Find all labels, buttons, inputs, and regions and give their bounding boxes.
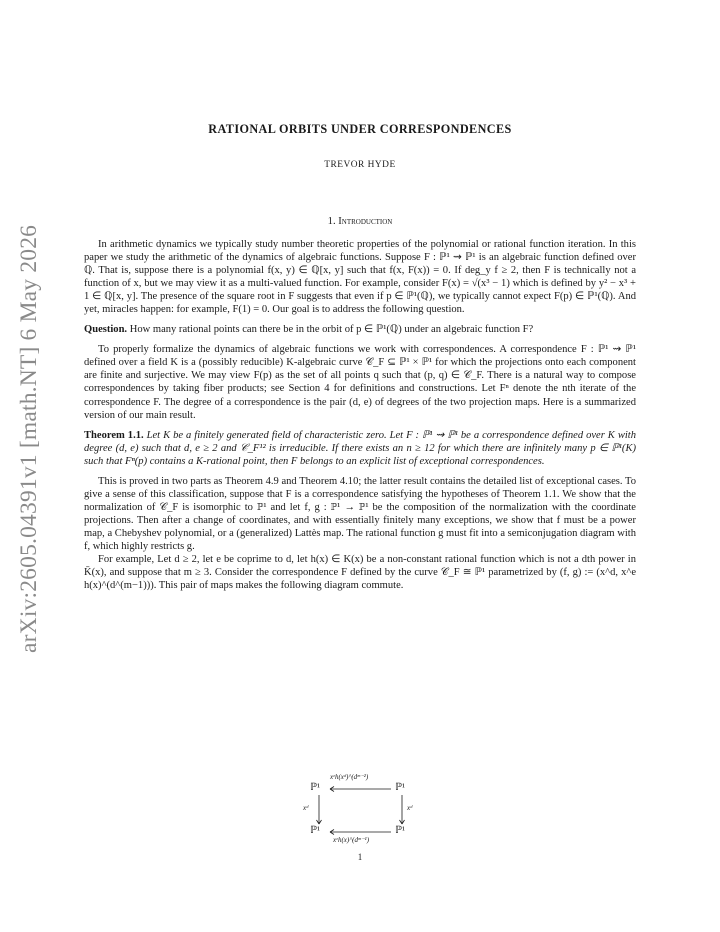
diagram-bottom-right: ℙ¹ [395,825,406,836]
section-title: Introduction [338,216,393,227]
theorem-label: Theorem 1.1. [84,429,144,441]
theorem-block [84,429,636,468]
paragraph-proof: This is proved in two parts as Theorem 4.9 and Theorem 4.10; the latter result contains the detailed list of exceptional cases. To give a sense of this classification, suppose that F is a correspondence satisfying the hypotheses of Theorem 1.1. We show that the normalization of 𝒞_F is isomorphic to ℙ¹ and let f, g : ℙ¹ → ℙ¹ be the composition of the normalization with the coordinate projections. Then after a change of coordinates, and with essentially finitely many exceptions, we show that f must be a power map, a Chebyshev polynomial, or a (generalized) Lattès map. The rational function g must fit into a semiconjugation diagram with f, which highly restricts g. [84,475,636,552]
commutative-diagram [300,773,420,846]
question-block [84,323,636,336]
paragraph-intro: In arithmetic dynamics we typically study number theoretic properties of the polynomial or rational function iteration. In this paper we study the arithmetic of the dynamics of algebraic functions. Suppose F : ℙ¹ ⇝ ℙ¹ is an algebraic function defined over ℚ. That is, suppose there is a polynomial f(x, y) ∈ ℚ[x, y] such that f(x, F(x)) = 0. If deg_y f ≥ 2, then F is technically not a function of x, but we may view it as a multi-valued function. For example, consider F(x) = √(x³ − 1) which is defined by y² − x³ + 1 ∈ ℚ[x, y]. The presence of the square root in F suggests that even if p ∈ ℙ¹(ℚ), we typically cannot expect F(p) ∈ ℙ¹(ℚ). And yet, miracles happen: for example, F(1) = 0. Our goal is to address the following question. [84,239,636,316]
page-number: 1 [357,852,363,862]
question-label: Question. [84,324,128,336]
paper-body [84,238,636,592]
diagram-left-label: xᵈ [303,804,309,812]
arxiv-identifier: arXiv:2605.04391v1 [math.NT] 6 May 2026 [16,224,42,653]
section-number: 1. [327,216,336,227]
paper-author: TREVOR HYDE [324,160,396,170]
diagram-top-left: ℙ¹ [310,782,321,793]
diagram-top-label: xᵉh(xᵈ)^(dᵐ⁻²) [330,773,369,781]
paragraph-example: For example, Let d ≥ 2, let e be coprime to d, let h(x) ∈ K(x) be a non-constant rational function which is not a dth power in K̄(x), and suppose that m ≥ 3. Consider the correspondence F defined by the curve 𝒞_F ≅ ℙ¹ parametrized by (f, g) := (x^d, x^e h(x)^(d^(m−1))). This pair of maps makes the following diagram commute. [84,554,636,592]
theorem-text: Let K be a finitely generated field of characteristic zero. Let F : ℙ¹ ⇝ ℙ¹ be a correspondence defined over K with degree (d, e) such that d, e ≥ 2 and 𝒞_F¹² is irreducible. If there exists an n ≥ 12 for which there are infinitely many p ∈ ℙ¹(K) such that Fⁿ(p) contains a K-rational point, then F belongs to an explicit list of exceptional correspondences. [84,429,636,467]
question-text: How many rational points can there be in the orbit of p ∈ ℙ¹(ℚ) under an algebraic function F? [129,324,534,336]
section-heading [0,216,720,227]
diagram-top-right: ℙ¹ [395,782,406,793]
diagram-right-label: xᵈ [407,804,413,812]
diagram-bottom-label: xᵉh(x)^(dᵐ⁻¹) [333,836,370,844]
paragraph-correspondences: To properly formalize the dynamics of algebraic functions we work with correspondences. A correspondence F : ℙ¹ ⇝ ℙ¹ defined over a field K is a (possibly reducible) K-algebraic curve 𝒞_F ⊆ ℙ¹ × ℙ¹ for which the projections onto each component are finite and surjective. We may view F(p) as the set of all points q such that (p, q) ∈ 𝒞_F. There is a natural way to compose correspondences by taking fiber products; see Section 4 for definitions and constructions. Let Fⁿ denote the nth iterate of the correspondence F. The degree of a correspondence is the pair (d, e) of degrees of the two projection maps. Here is a summarized version of our main result. [84,344,636,421]
paper-title: RATIONAL ORBITS UNDER CORRESPONDENCES [208,122,512,136]
diagram-bottom-left: ℙ¹ [310,825,321,836]
